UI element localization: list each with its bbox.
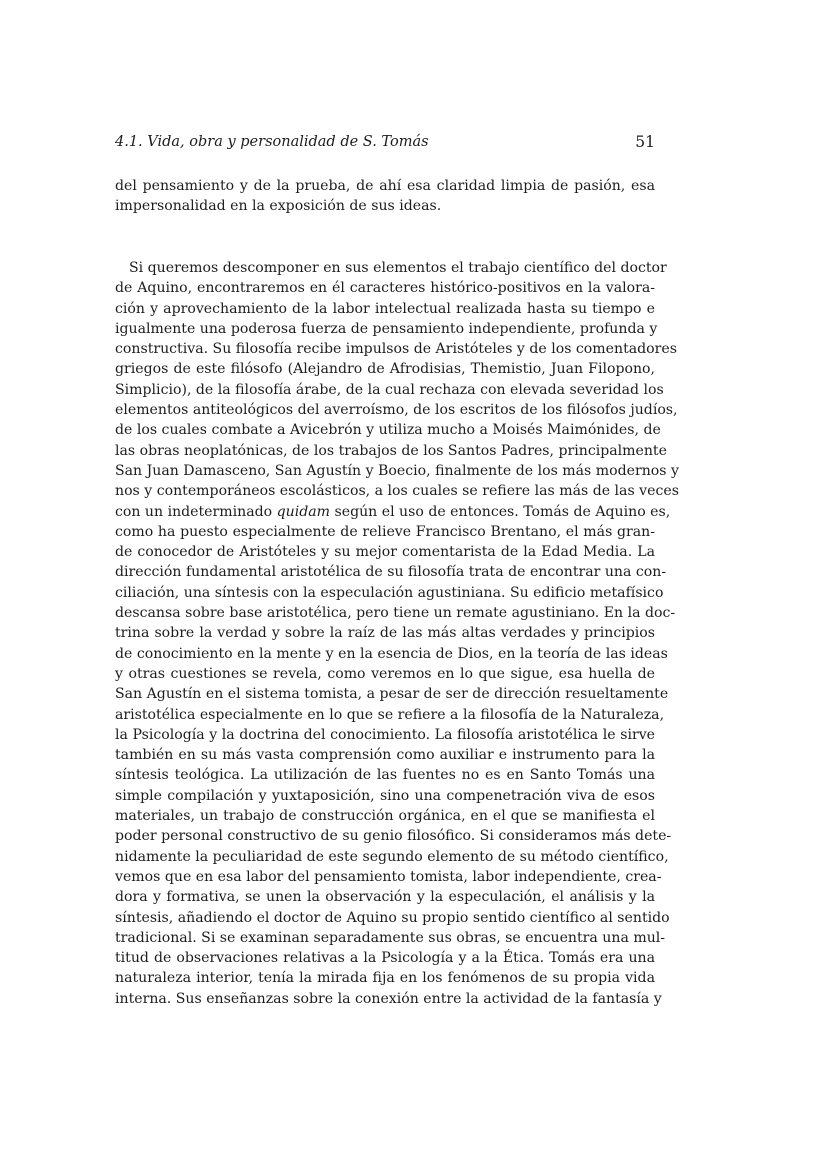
text-line: ciliación, una síntesis con la especulación agustiniana. Su edificio metafísico [115, 584, 664, 601]
text-segment: con un indeterminado [115, 503, 277, 520]
text-line: San Agustín en el sistema tomista, a pesar de ser de dirección resueltamente [115, 686, 669, 703]
text-line: titud de observaciones relativas a la Psicología y a la Ética. Tomás era una [115, 950, 655, 967]
text-line: tradicional. Si se examinan separadamente sus obras, se encuentra una mul- [115, 929, 666, 946]
text-line: de los cuales combate a Avicebrón y utiliza mucho a Moisés Maimónides, de [115, 422, 661, 439]
text-line: nidamente la peculiaridad de este segundo elemento de su método científico, [115, 848, 669, 865]
text-line: como ha puesto especialmente de relieve Francisco Brentano, el más gran- [115, 523, 655, 540]
page-header [115, 130, 655, 154]
text-line: de Aquino, encontraremos en él caracteres histórico-positivos en la valora- [115, 280, 655, 297]
text-line: nos y contemporáneos escolásticos, a los cuales se refiere las más de las veces [115, 483, 679, 500]
text-line: materiales, un trabajo de construcción orgánica, en el que se manifiesta el [115, 808, 655, 825]
text-line: Simplicio), de la filosofía árabe, de la cual rechaza con elevada severidad los [115, 381, 664, 398]
text-line: naturaleza interior, tenía la mirada fija en los fenómenos de su propia vida [115, 970, 655, 987]
text-line: vemos que en esa labor del pensamiento tomista, labor independiente, crea- [115, 868, 662, 885]
text-line: poder personal constructivo de su genio filosófico. Si consideramos más dete- [115, 828, 672, 845]
text-line: aristotélica especialmente en lo que se refiere a la filosofía de la Naturaleza, [115, 706, 665, 723]
text-line: constructiva. Su filosofía recibe impulsos de Aristóteles y de los comentadores [115, 341, 677, 358]
text-line: dora y formativa, se unen la observación y la especulación, el análisis y la [115, 889, 655, 906]
text-line: de conocimiento en la mente y en la esencia de Dios, en la teoría de las ideas [115, 645, 668, 662]
text-line: interna. Sus enseñanzas sobre la conexión entre la actividad de la fantasía y [115, 990, 662, 1007]
text-line: igualmente una poderosa fuerza de pensamiento independiente, profunda y [115, 320, 658, 337]
text-line: Si queremos descomponer en sus elementos el trabajo científico del doctor [129, 260, 667, 276]
text-line: dirección fundamental aristotélica de su filosofía trata de encontrar una con- [115, 564, 667, 581]
text-line: de conocedor de Aristóteles y su mejor comentarista de la Edad Media. La [115, 544, 655, 561]
text-line-quidam [115, 502, 671, 522]
text-segment: según el uso de entonces. Tomás de Aquino es, [330, 503, 671, 520]
text-line: y otras cuestiones se revela, como veremos en lo que sigue, esa huella de [115, 665, 655, 682]
page-number: 51 [635, 133, 655, 151]
paragraph-2 [115, 258, 679, 1009]
text-line: también en su más vasta comprensión como auxiliar e instrumento para la [115, 747, 655, 764]
text-line: San Juan Damasceno, San Agustín y Boecio, finalmente de los más modernos y [115, 462, 679, 479]
italic-word: quidam [276, 503, 331, 520]
text-line: la Psicología y la doctrina del conocimiento. La filosofía aristotélica le sirve [115, 726, 655, 743]
text-line: síntesis, añadiendo el doctor de Aquino su propio sentido científico al sentido [115, 909, 670, 926]
text-line: impersonalidad en la exposición de sus ideas. [115, 198, 442, 215]
text-line: las obras neoplatónicas, de los trabajos de los Santos Padres, principalmente [115, 442, 667, 459]
text-line: ción y aprovechamiento de la labor intelectual realizada hasta su tiempo e [115, 300, 655, 317]
text-line: trina sobre la verdad y sobre la raíz de las más altas verdades y principios [115, 625, 655, 642]
text-line: elementos antiteológicos del averroísmo, de los escritos de los filósofos judíos, [115, 402, 678, 419]
text-line: griegos de este filósofo (Alejandro de Afrodisias, Themistio, Juan Filopono, [115, 361, 655, 378]
running-title: 4.1. Vida, obra y personalidad de S. Tomás [115, 134, 429, 150]
text-line: del pensamiento y de la prueba, de ahí esa claridad limpia de pasión, esa [115, 178, 655, 194]
paragraph-1 [115, 176, 655, 217]
text-line: simple compilación y yuxtaposición, sino una compenetración viva de esos [115, 787, 655, 804]
text-line: síntesis teológica. La utilización de las fuentes no es en Santo Tomás una [115, 767, 655, 784]
text-line: descansa sobre base aristotélica, pero tiene un remate agustiniano. En la doc- [115, 605, 676, 622]
